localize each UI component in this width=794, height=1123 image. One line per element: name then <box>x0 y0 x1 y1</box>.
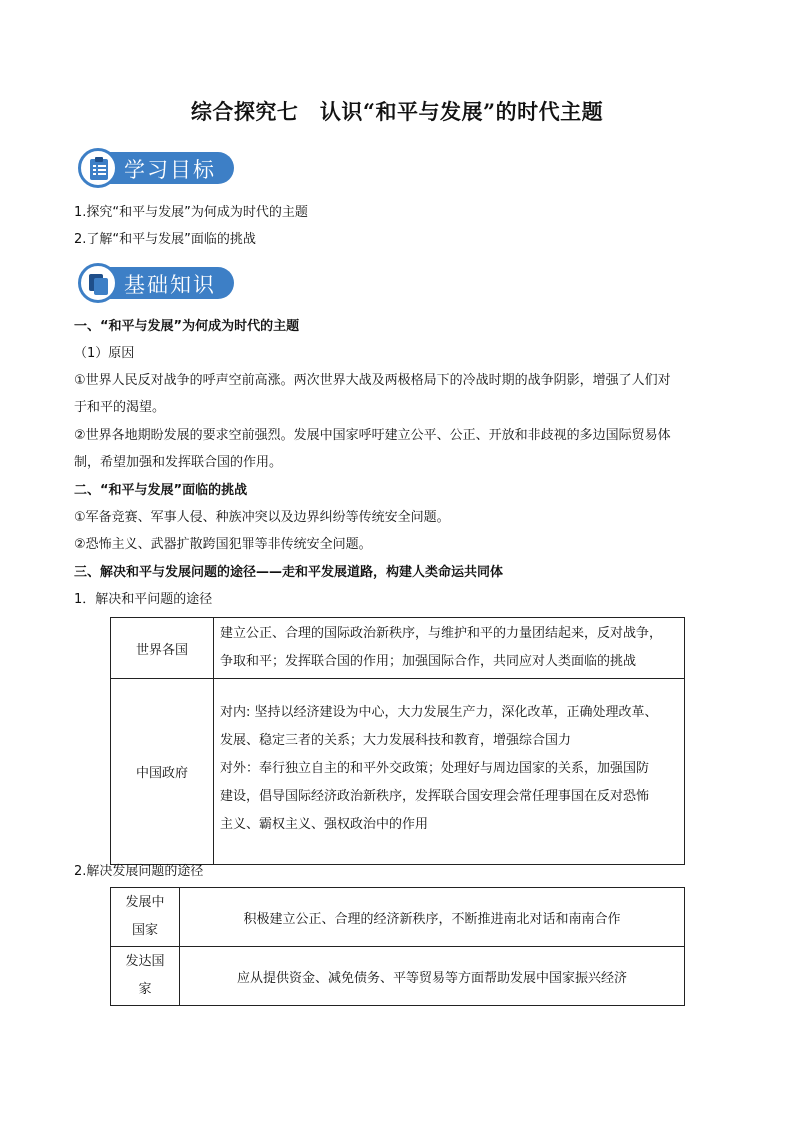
table-cell-key <box>111 947 180 1006</box>
clipboard-icon <box>78 148 118 188</box>
paragraph-line: 于和平的渴望。 <box>74 400 166 415</box>
cell-line: 对外：奉行独立自主的和平外交政策；处理好与周边国家的关系，加强国防 <box>220 761 650 776</box>
sub-heading: 2.解决发展问题的途径 <box>74 864 204 879</box>
cell-line: 对内: 坚持以经济建设为中心，大力发展生产力，深化改革，正确处理改革、 <box>220 705 658 720</box>
table-cell-value: 积极建立公正、合理的经济新秩序，不断推进南北对话和南南合作 <box>180 888 685 947</box>
goals-banner <box>78 148 234 188</box>
section-heading: 二、“和平与发展”面临的挑战 <box>74 483 248 498</box>
paragraph-line: ②恐怖主义、武器扩散跨国犯罪等非传统安全问题。 <box>74 537 372 552</box>
section-heading: 三、解决和平与发展问题的途径——走和平发展道路，构建人类命运共同体 <box>74 565 504 580</box>
cell-line: 国家 <box>131 923 158 938</box>
cell-line: 主义、霸权主义、强权政治中的作用 <box>220 817 429 832</box>
table-cell-value <box>214 618 685 679</box>
cell-line: 争取和平；发挥联合国的作用；加强国际合作，共同应对人类面临的挑战 <box>220 654 637 669</box>
peace-table <box>110 617 685 865</box>
basics-banner <box>78 263 234 303</box>
cell-line: 家 <box>138 982 152 997</box>
table-row <box>111 888 685 947</box>
sub-heading: 1．解决和平问题的途径 <box>74 592 213 607</box>
table-cell-value: 应从提供资金、减免债务、平等贸易等方面帮助发展中国家振兴经济 <box>180 947 685 1006</box>
cell-line: 发达国 <box>125 954 165 969</box>
copy-icon <box>78 263 118 303</box>
cell-line: 建设，倡导国际经济政治新秩序，发挥联合国安理会常任理事国在反对恐怖 <box>220 789 650 804</box>
table-cell-key: 世界各国 <box>111 618 214 679</box>
cell-line: 建立公正、合理的国际政治新秩序，与维护和平的力量团结起来，反对战争， <box>220 626 663 641</box>
table-row <box>111 947 685 1006</box>
paragraph-line: 制，希望加强和发挥联合国的作用。 <box>74 455 283 470</box>
development-table <box>110 887 685 1006</box>
paragraph-line: ②世界各地期盼发展的要求空前强烈。发展中国家呼吁建立公平、公正、开放和非歧视的多边国际贸易体 <box>74 428 671 443</box>
table-cell-key <box>111 888 180 947</box>
banner-label: 学习目标 <box>124 158 216 182</box>
goal-item: 2.了解“和平与发展”面临的挑战 <box>74 232 256 247</box>
cell-line: 发展、稳定三者的关系；大力发展科技和教育，增强综合国力 <box>220 733 572 748</box>
banner-label: 基础知识 <box>124 273 216 297</box>
page-title: 综合探究七 认识“和平与发展”的时代主题 <box>190 99 604 124</box>
paragraph-line: ①军备竞赛、军事人侵、种族冲突以及边界纠纷等传统安全问题。 <box>74 510 450 525</box>
table-cell-value <box>214 679 685 865</box>
table-row <box>111 618 685 679</box>
goal-item: 1.探究“和平与发展”为何成为时代的主题 <box>74 205 308 220</box>
paragraph-line: ①世界人民反对战争的呼声空前高涨。两次世界大战及两极格局下的冷战时期的战争阴影，增强了人们对 <box>74 373 671 388</box>
cell-line: 发展中 <box>125 895 165 910</box>
sub-heading: （1）原因 <box>74 346 135 361</box>
table-row <box>111 679 685 865</box>
table-cell-key: 中国政府 <box>111 679 214 865</box>
section-heading: 一、“和平与发展”为何成为时代的主题 <box>74 319 300 334</box>
